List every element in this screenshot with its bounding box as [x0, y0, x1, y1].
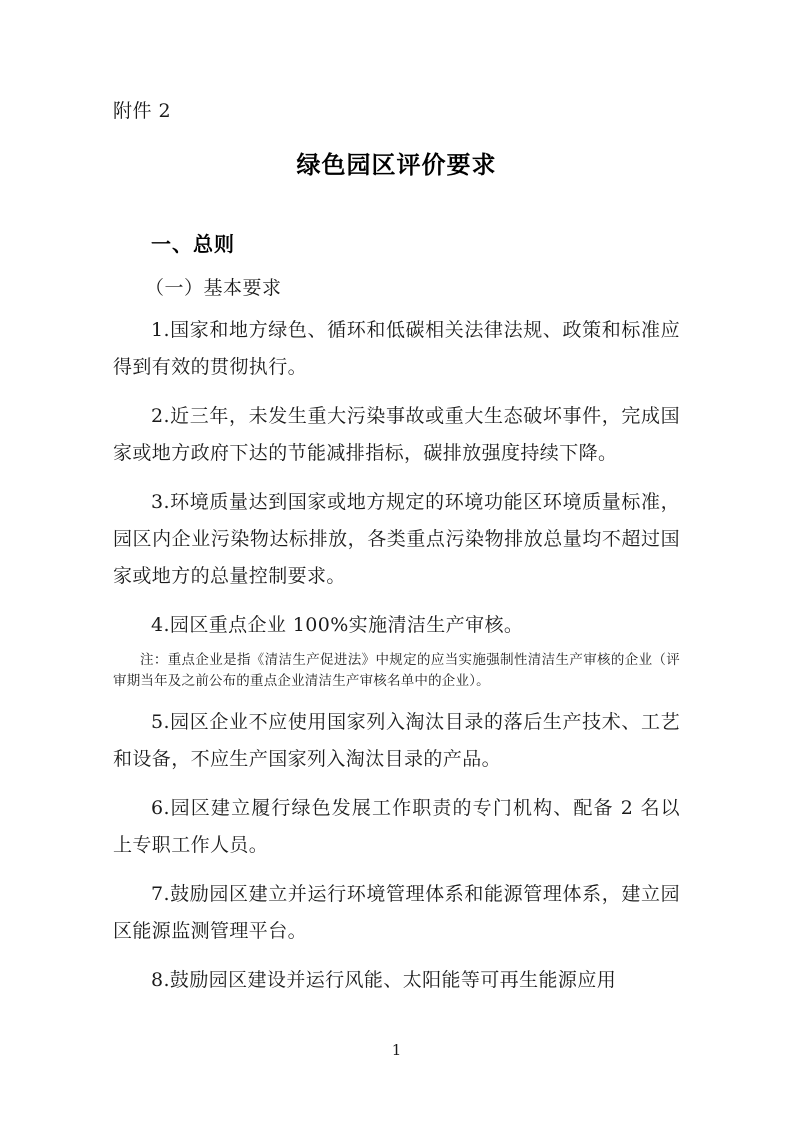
body-paragraph: 8.鼓励园区建设并运行风能、太阳能等可再生能源应用: [151, 968, 617, 991]
body-paragraph: 7.鼓励园区建立并运行环境管理体系和能源管理体系，建立园区能源监测管理平台。: [113, 882, 680, 942]
attachment-label: 附件 2: [113, 100, 172, 122]
page-title: 绿色园区评价要求: [296, 149, 497, 179]
section-heading-general-principles: 一、总则: [151, 231, 235, 256]
document-content: [113, 0, 680, 999]
body-paragraph: 5.园区企业不应使用国家列入淘汰目录的落后生产技术、工艺和设备，不应生产国家列入淘汰目录的产品。: [113, 710, 680, 770]
footnote-note: 注：重点企业是指《清洁生产促进法》中规定的应当实施强制性清洁生产审核的企业（评审期当年及之前公布的重点企业清洁生产审核名单中的企业）。: [113, 651, 680, 689]
body-paragraph: 6.园区建立履行绿色发展工作职责的专门机构、配备 2 名以上专职工作人员。: [113, 796, 680, 856]
page-number: 1: [391, 1041, 402, 1059]
subsection-heading-basic-requirements: （一）基本要求: [145, 276, 282, 299]
body-paragraph: 1.国家和地方绿色、循环和低碳相关法律法规、政策和标准应得到有效的贯彻执行。: [113, 318, 680, 378]
body-paragraph: 3.环境质量达到国家或地方规定的环境功能区环境质量标准，园区内企业污染物达标排放，各类重点污染物排放总量均不超过国家或地方的总量控制要求。: [113, 490, 680, 587]
body-paragraph: 4.园区重点企业 100%实施清洁生产审核。: [151, 613, 524, 636]
body-paragraph: 2.近三年，未发生重大污染事故或重大生态破坏事件，完成国家或地方政府下达的节能减排指标，碳排放强度持续下降。: [113, 404, 680, 464]
